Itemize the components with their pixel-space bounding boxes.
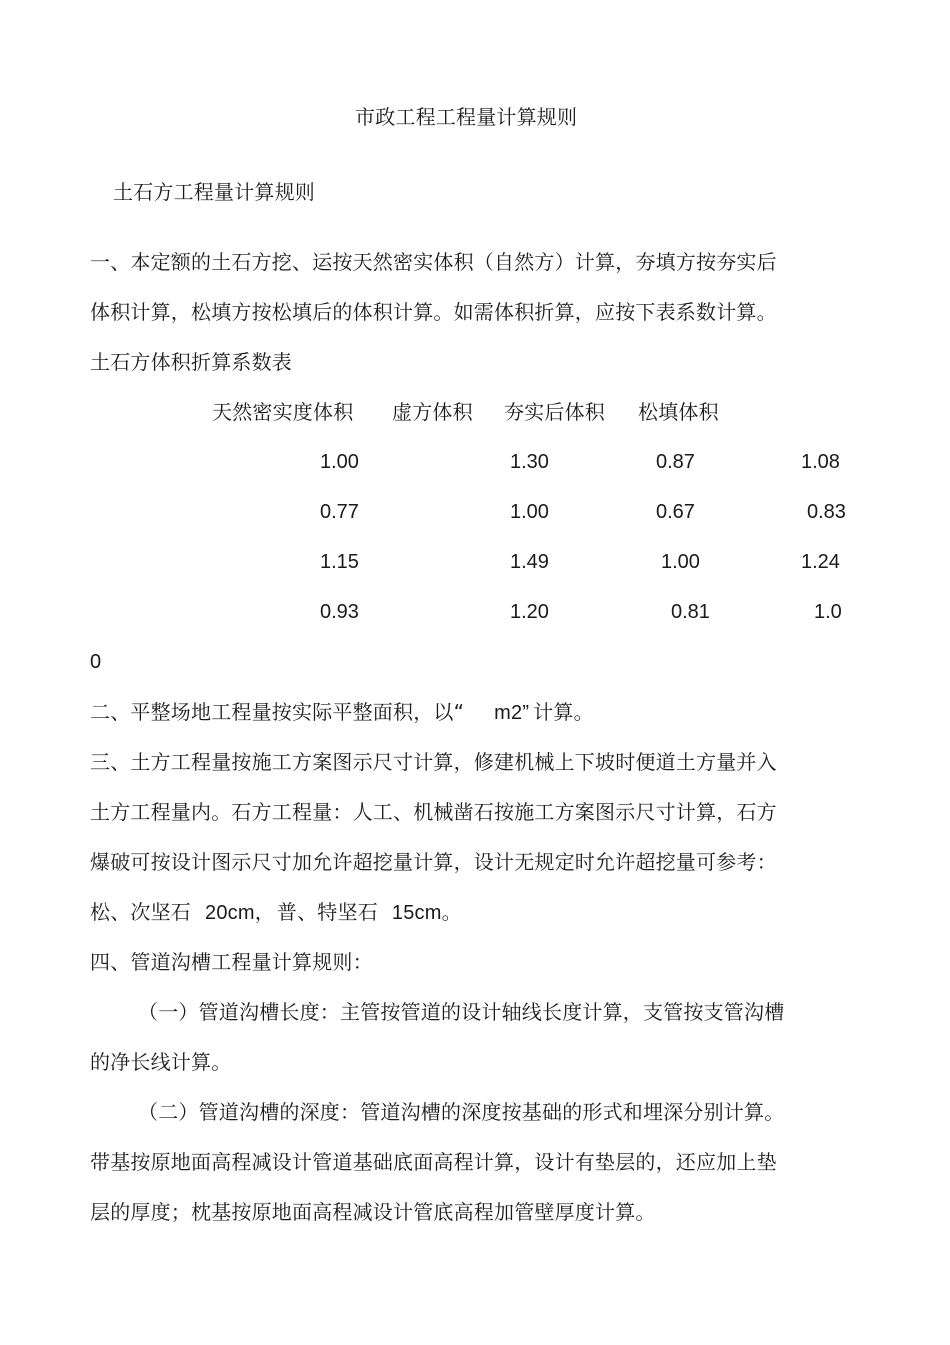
table-cell: 0.87 [656, 451, 695, 473]
table-cell: 1.00 [320, 451, 359, 473]
table-cell: 1.00 [661, 551, 700, 573]
table-cell: 1.49 [510, 551, 549, 573]
table-cell: 1.24 [801, 551, 840, 573]
paragraph-4-2-line-2: 带基按原地面高程减设计管道基础底面高程计算，设计有垫层的，还应加上垫 [90, 1150, 777, 1174]
table-caption: 土石方体积折算系数表 [90, 350, 292, 374]
paragraph-1-line-2: 体积计算，松填方按松填后的体积计算。如需体积折算，应按下表系数计算。 [90, 300, 777, 324]
paragraph-4-heading: 四、管道沟槽工程量计算规则： [90, 950, 373, 974]
table-cell: 0.93 [320, 601, 359, 623]
paragraph-4-2-line-1: （二）管道沟槽的深度：管道沟槽的深度按基础的形式和埋深分别计算。 [138, 1100, 785, 1124]
paragraph-3-line-3: 爆破可按设计图示尺寸加允许超挖量计算，设计无规定时允许超挖量可参考： [90, 850, 777, 874]
paragraph-4-2-line-3: 层的厚度；枕基按原地面高程减设计管底高程加管壁厚度计算。 [90, 1200, 656, 1224]
table-cell: 1.30 [510, 451, 549, 473]
table-cell: 0.67 [656, 501, 695, 523]
paragraph-3-line-2: 土方工程量内。石方工程量：人工、机械凿石按施工方案图示尺寸计算，石方 [90, 800, 777, 824]
rock-type-hard: 普、特坚石 [276, 900, 378, 924]
table-cell: 1.0 [814, 601, 842, 623]
paragraph-4-1-line-1: （一）管道沟槽长度：主管按管道的设计轴线长度计算，支管按支管沟槽 [138, 1000, 785, 1024]
overbreak-soft: 20cm， [205, 902, 275, 924]
paragraph-3-line-4 [90, 900, 462, 925]
paragraph-2-prefix: 二、平整场地工程量按实际平整面积，以“ [90, 700, 465, 724]
table-cell: 1.08 [801, 451, 840, 473]
table-cell: 1.20 [510, 601, 549, 623]
table-header-natural-volume: 天然密实度体积 [212, 400, 354, 424]
table-cell: 1.00 [510, 501, 549, 523]
paragraph-4-1-line-2: 的净长线计算。 [90, 1050, 232, 1074]
area-unit: m2” [494, 702, 530, 724]
section-heading: 土石方工程量计算规则 [113, 180, 315, 204]
table-header-loose-volume: 虚方体积 [392, 400, 473, 424]
table-header-compacted-volume: 夯实后体积 [504, 400, 605, 424]
overbreak-hard: 15cm。 [391, 902, 462, 924]
table-cell: 0.77 [320, 501, 359, 523]
rock-type-soft: 松、次坚石 [90, 900, 191, 924]
table-cell: 1.15 [320, 551, 359, 573]
paragraph-1-line-1: 一、本定额的土石方挖、运按天然密实体积（自然方）计算，夯填方按夯实后 [90, 250, 777, 274]
paragraph-3-line-1: 三、土方工程量按施工方案图示尺寸计算，修建机械上下坡时便道土方量并入 [90, 750, 777, 774]
paragraph-2 [90, 700, 594, 725]
table-overflow-digit: 0 [90, 651, 102, 673]
table-cell: 0.81 [671, 601, 710, 623]
table-cell: 0.83 [807, 501, 846, 523]
document-title: 市政工程工程量计算规则 [355, 105, 578, 129]
paragraph-2-suffix: 计算。 [533, 700, 594, 724]
table-header-backfill-volume: 松填体积 [638, 400, 719, 424]
